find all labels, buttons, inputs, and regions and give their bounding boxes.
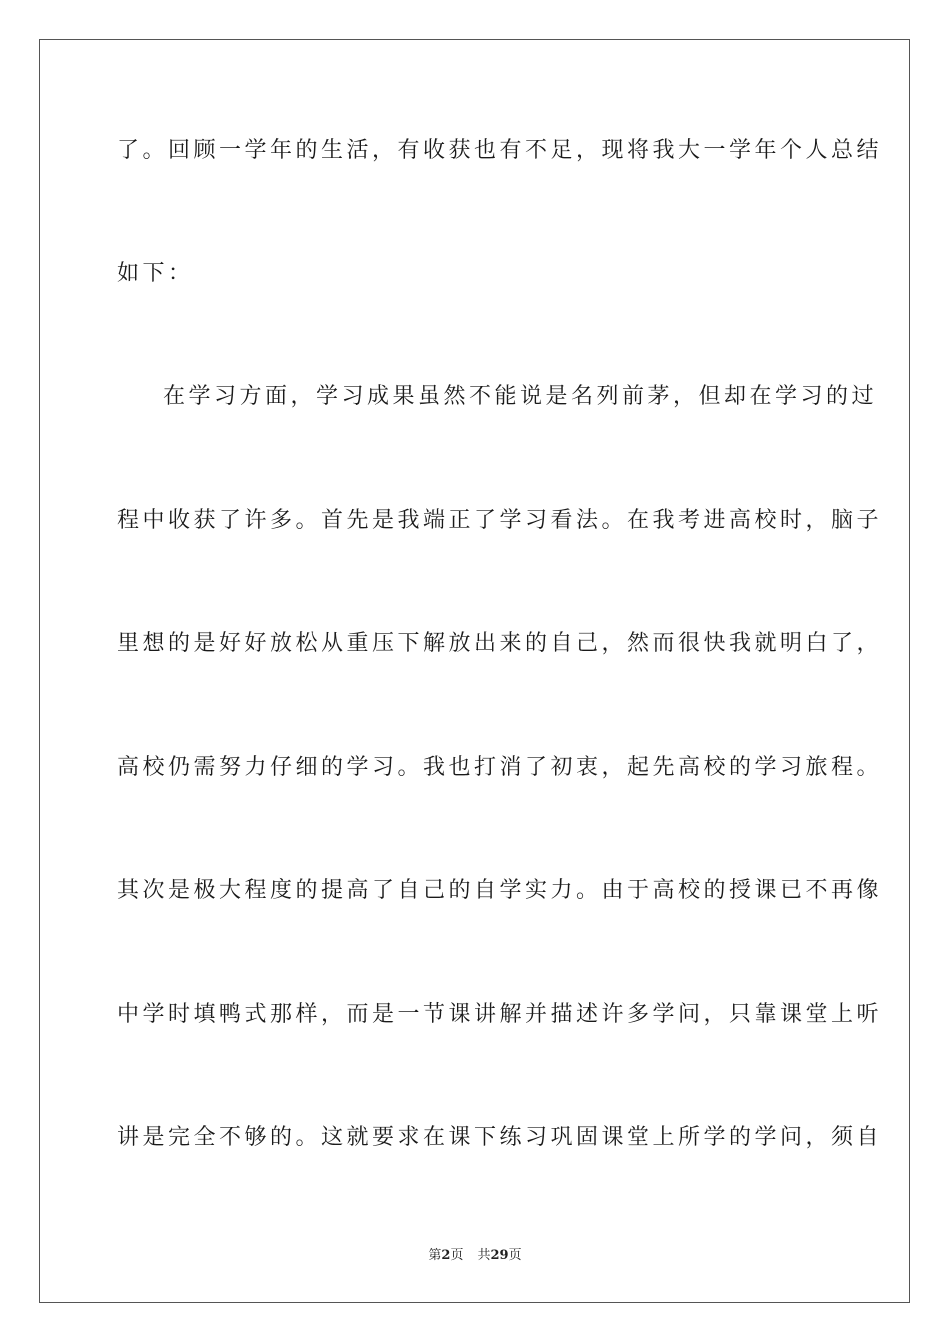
page-footer	[0, 1247, 950, 1265]
page-border	[39, 39, 910, 1303]
body-text-line: 高校仍需努力仔细的学习。我也打消了初衷，起先高校的学习旅程。	[117, 755, 883, 780]
page-unit: 页	[450, 1248, 464, 1263]
total-pages-number: 29	[490, 1248, 509, 1263]
body-text-line: 了。回顾一学年的生活，有收获也有不足，现将我大一学年个人总结	[117, 138, 883, 163]
body-text-line: 程中收获了许多。首先是我端正了学习看法。在我考进高校时，脑子	[117, 508, 883, 533]
body-text-line: 中学时填鸭式那样，而是一节课讲解并描述许多学问，只靠课堂上听	[117, 1002, 883, 1027]
paragraph-first-line: 在学习方面，学习成果虽然不能说是名列前茅，但却在学习的过	[163, 384, 878, 409]
body-text-line: 里想的是好好放松从重压下解放出来的自己，然而很快我就明白了，	[117, 631, 883, 656]
total-unit: 页	[508, 1248, 522, 1263]
total-prefix: 共	[477, 1248, 491, 1263]
body-text-line: 如下：	[117, 261, 194, 286]
current-page-number: 2	[441, 1248, 451, 1263]
body-text-line: 其次是极大程度的提高了自己的自学实力。由于高校的授课已不再像	[117, 878, 883, 903]
body-text-line: 讲是完全不够的。这就要求在课下练习巩固课堂上所学的学问，须自	[117, 1125, 883, 1150]
page-prefix: 第	[428, 1248, 442, 1263]
